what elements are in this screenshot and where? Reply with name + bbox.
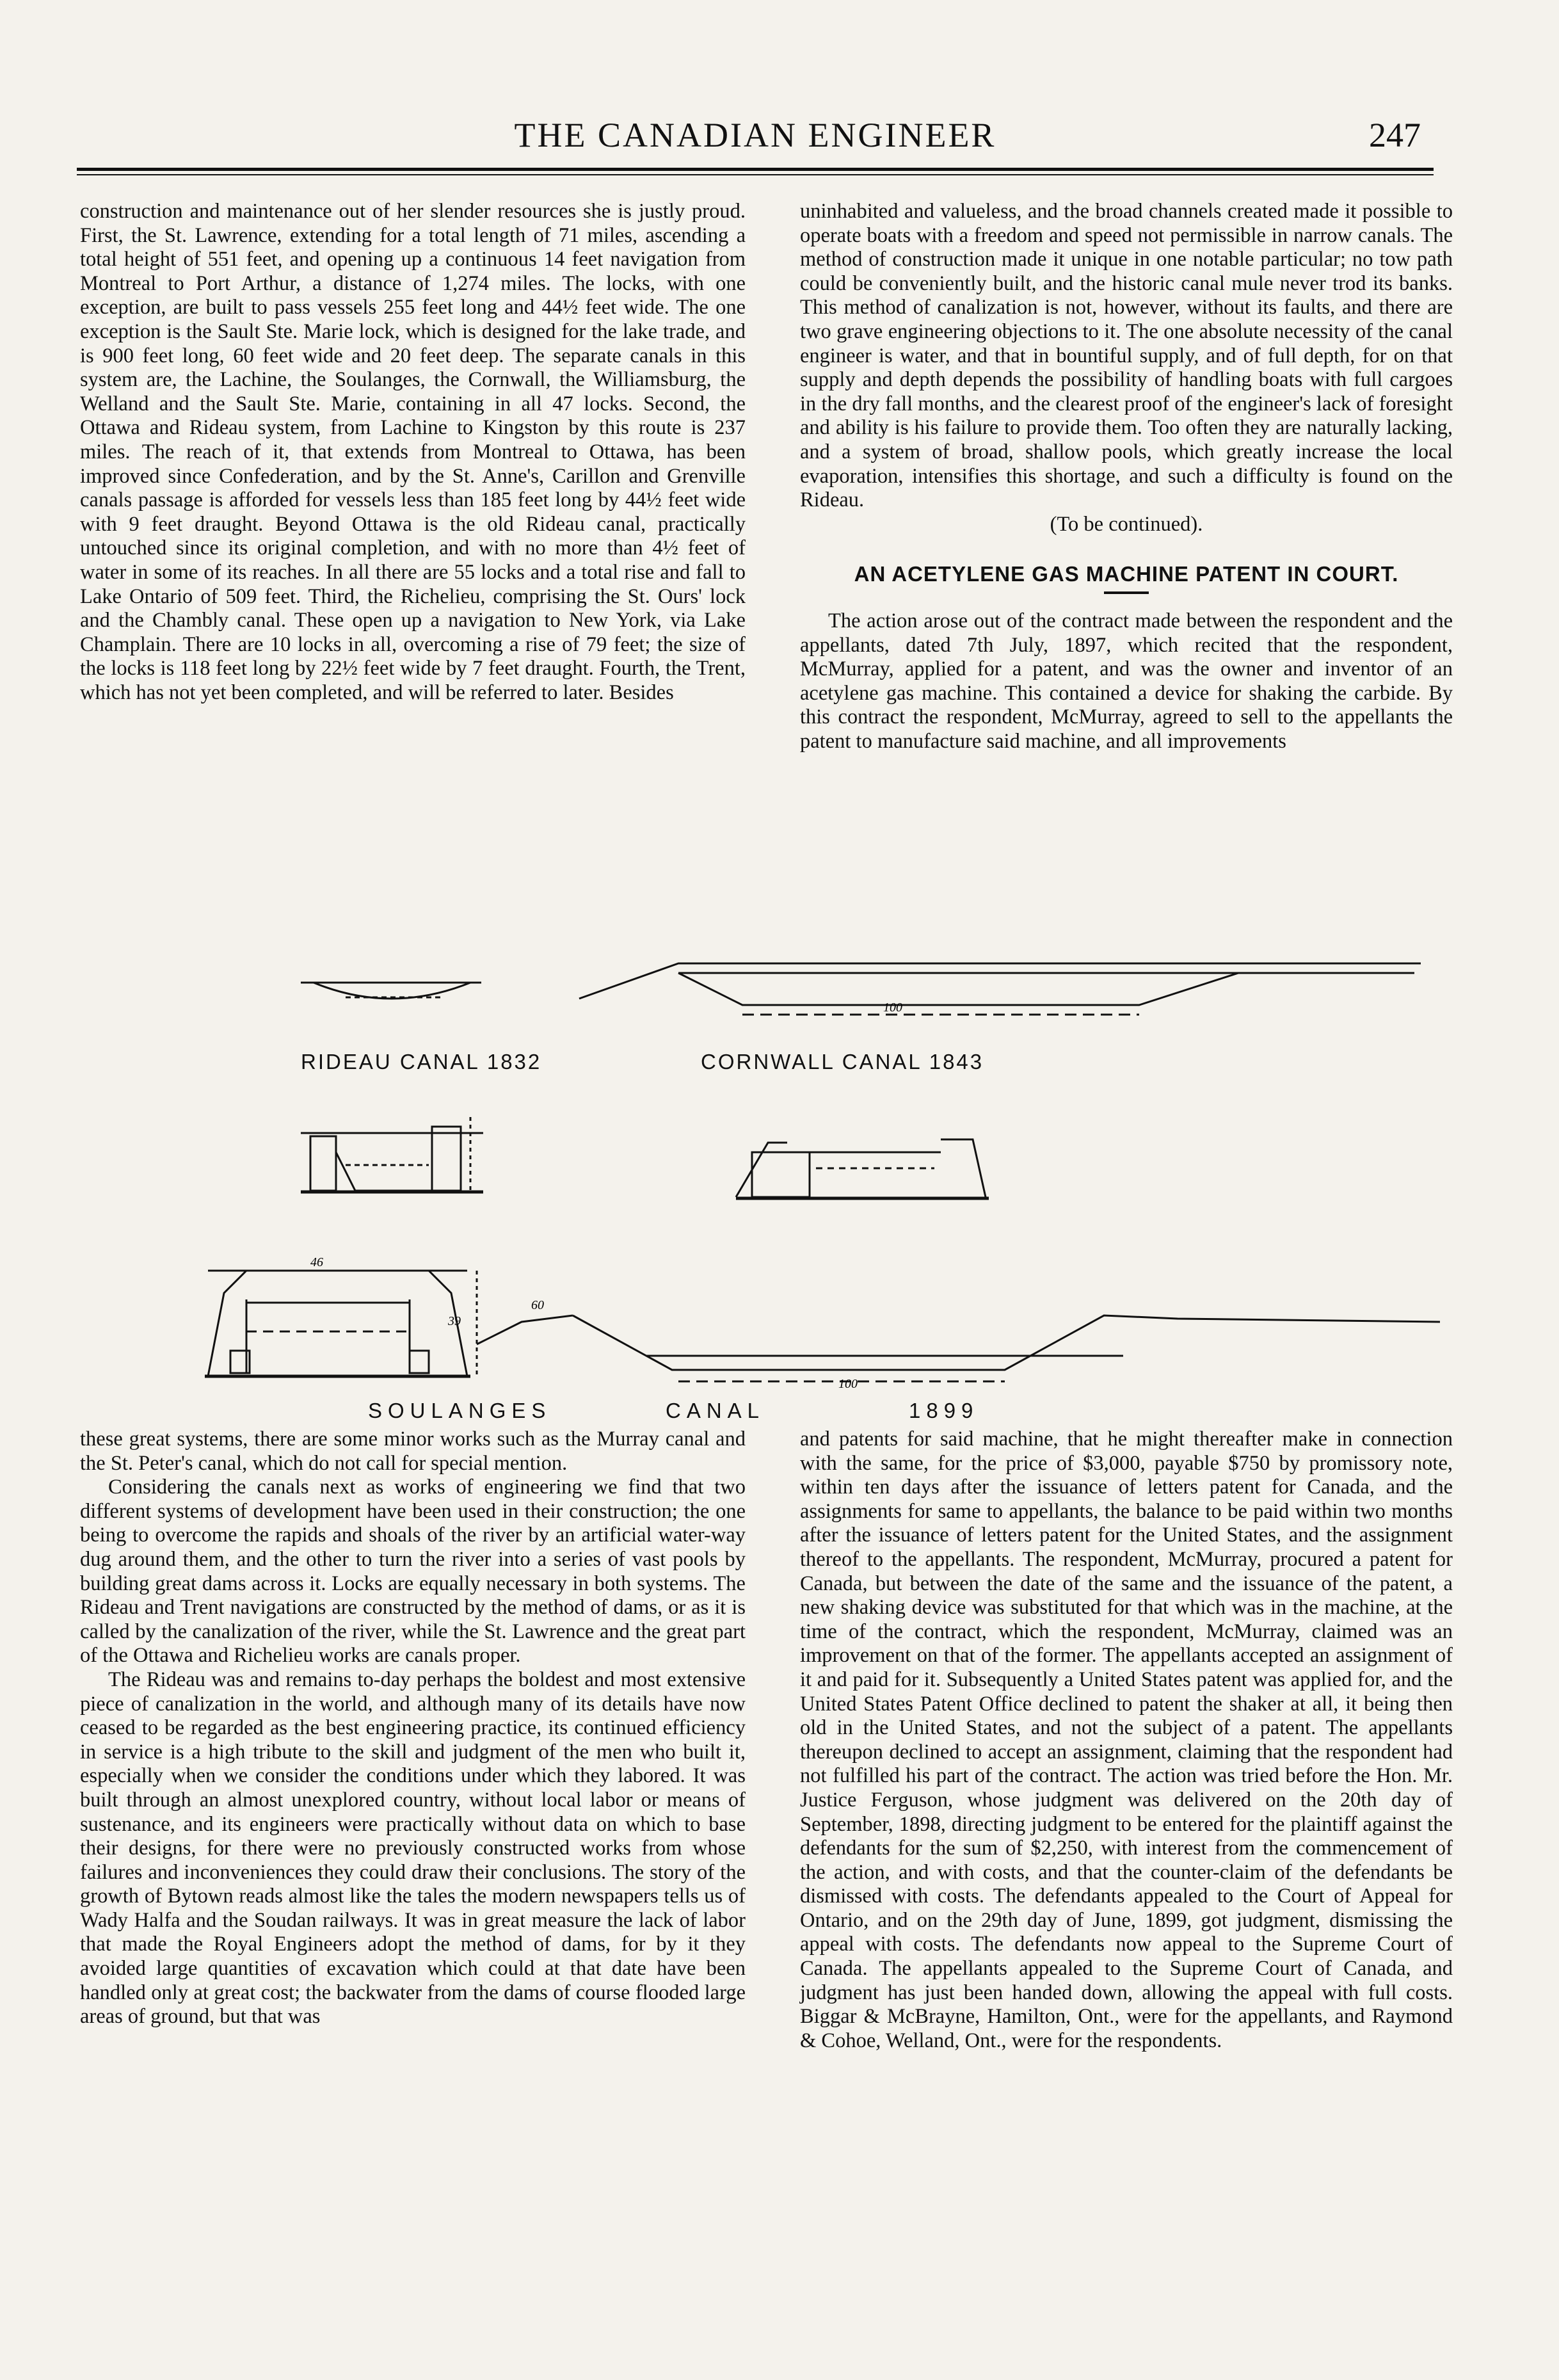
paragraph: uninhabited and valueless, and the broad channels created made it possible to operate boats with a freedom and speed not permissible in narrow canals. The method of construction made it unique in one notable particular; no tow path could be conveniently built, and the historic canal mule never trod its banks. This method of canalization is not, however, without its faults, and there are two grave engineering objections to it. The one absolute necessity of the canal engineer is water, and that in bountiful supply, and of full depth, for on that supply and depth depends the possibility of handling boats with full cargoes in the dry fall months, and the clearest proof of the engineer's lack of foresight and ability is his failure to provide them. Too often they are naturally lacking, and a system of broad, shallow pools, which greatly increase the local evaporation, intensifies this shortage, and such a difficulty is found on the Rideau. xyxy=(800,200,1453,512)
paragraph: and patents for said machine, that he might thereafter make in connection with the same, for the price of $3,000, payable $750 by promissory note, within ten days after the issuance of letters patent for Canada, and the assignments for same to appellants, the balance to be paid within two months after the issuance of letters patent for the United States, and the assignment thereof to the appellants. The respondent, McMurray, procured a patent for Canada, but between the date of the same and the issuance of the patent, a new shaking device was substituted for that which was in the machine, at the time of the contract, which the respondent, McMurray, claimed was an improvement on that of the former. The appellants accepted an assignment of it and paid for it. Subsequently a United States patent was applied for, and the United States Patent Office declined to patent the shaker at all, it being then old in the United States, and not the subject of a patent. The appellants thereupon declined to accept an assignment, claiming that the respondent had not fulfilled his part of the contract. The action was tried before the Hon. Mr. Justice Ferguson, whose judgment was delivered on the 20th day of September, 1898, directing judgment to be entered for the plaintiff against the defendants for the sum of $2,250, with interest from the commencement of the action, and with costs, and that the counter-claim of the defendants be dismissed with costs. The defendants appealed to the Court of Appeal for Ontario, and on the 29th day of June, 1899, got judgment, dismissing the appeal with costs. The defendants now appeal to the Supreme Court of Canada. The appellants appealed to the Supreme Court of Canada, and judgment has just been handed down, allowing the appeal with full costs. Biggar & McBrayne, Hamilton, Ont., were for the appellants, and Raymond & Cohoe, Welland, Ont., were for the respondents. xyxy=(800,1427,1453,2052)
paragraph: Considering the canals next as works of engineering we find that two different systems of development have been used in their construction; the one being to overcome the rapids and shoals of the river by an artificial water-way dug around them, and the other to turn the river into a series of vast pools by building great dams across it. Locks are equally necessary in both systems. The Rideau and Trent navigations are constructed by the method of dams, or as it is called by the canalization of the river, while the St. Lawrence and the great part of the Ottawa and Richelieu works are canals proper. xyxy=(80,1475,746,1668)
paragraph: these great systems, there are some minor works such as the Murray canal and the St. Peter's canal, which do not call for special mention. xyxy=(80,1427,746,1475)
soulanges-caption-year: 1899 xyxy=(909,1399,979,1422)
dimension-46: 46 xyxy=(310,1255,323,1269)
soulanges-caption-word: SOULANGES xyxy=(368,1399,552,1422)
cornwall-canal-caption: CORNWALL CANAL 1843 xyxy=(701,1050,984,1073)
rideau-lock-drawing xyxy=(301,1117,483,1192)
rideau-section-drawing xyxy=(301,983,481,999)
page-number: 247 xyxy=(1369,116,1421,154)
continued-note: (To be continued). xyxy=(1050,512,1203,536)
paragraph: The action arose out of the contract made between the respondent and the appellants, dated 7th July, 1897, which recited that the respondent, McMurray, applied for a patent, and was the owner and inventor of an acetylene gas machine. This contained a device for shaking the carbide. By this contract the respondent, McMurray, agreed to sell to the appellants the patent to manufacture said machine, and all improvements xyxy=(800,609,1453,753)
article-heading: AN ACETYLENE GAS MACHINE PATENT IN COURT. xyxy=(854,562,1399,586)
dimension-60: 60 xyxy=(531,1298,544,1312)
cornwall-section-drawing xyxy=(579,963,1421,1015)
dimension-100-soulanges: 100 xyxy=(838,1377,858,1391)
dimension-39: 39 xyxy=(448,1314,461,1328)
soulanges-canal-drawing xyxy=(477,1315,1440,1381)
paragraph: The Rideau was and remains to-day perhaps the boldest and most extensive piece of canalization in the world, and although many of its details have now ceased to be regarded as the best engineering practice, its continued efficiency in service is a high tribute to the skill and judgment of the men who built it, especially when we consider the conditions under which they labored. It was built through an almost unexplored country, without local labor or means of sustenance, and its engineers were practically without data on which to base their designs, for there were no previously constructed works from whose failures and inconveniences they could draw their conclusions. The story of the growth of Bytown reads almost like the tales the modern newspapers tells us of Wady Halfa and the Soudan railways. It was in great measure the lack of labor that made the Royal Engineers adopt the method of dams, for by it they avoided large quantities of excavation which could at that date have been handled only at great cost; the backwater from the dams of course flooded large areas of ground, but that was xyxy=(80,1668,746,2029)
dimension-100-cornwall: 100 xyxy=(883,1001,902,1015)
cornwall-lock-drawing xyxy=(736,1139,989,1198)
column-bottom-right xyxy=(800,1427,1453,2053)
soulanges-lock-drawing xyxy=(205,1271,477,1376)
rideau-canal-caption: RIDEAU CANAL 1832 xyxy=(301,1050,542,1073)
paragraph: construction and maintenance out of her slender resources she is justly proud. First, the St. Lawrence, extending for a total length of 71 miles, ascending a total height of 551 feet, and opening up a continuous 14 feet navigation from Montreal to Port Arthur, a distance of 1,274 miles. The locks, with one exception, are built to pass vessels 255 feet long and 44½ feet wide. The one exception is the Sault Ste. Marie lock, which is designed for the lake trade, and is 900 feet long, 60 feet wide and 20 feet deep. The separate canals in this system are, the Lachine, the Soulanges, the Cornwall, the Williamsburg, the Welland and the Sault Ste. Marie, containing in all 47 locks. Second, the Ottawa and Rideau system, from Lachine to Kingston by this route is 237 miles. The reach of it, that extends from Montreal to Ottawa, has been improved since Confederation, and by the St. Anne's, Carillon and Grenville canals passage is afforded for vessels less than 185 feet long by 44½ feet wide with 9 feet draught. Beyond Ottawa is the old Rideau canal, practically untouched since its original completion, and with no more than 4½ feet of water in some of its reaches. In all there are 55 locks and a total rise and fall to Lake Ontario of 509 feet. Third, the Richelieu, comprising the St. Ours' lock and the Chambly canal. These open up a navigation to New York, via Lake Champlain. There are 10 locks in all, overcoming a rise of 79 feet; the size of the locks is 118 feet long by 22½ feet wide by 7 feet draught. Fourth, the Trent, which has not yet been completed, and will be referred to later. Besides xyxy=(80,200,746,704)
journal-title: THE CANADIAN ENGINEER xyxy=(514,116,996,154)
soulanges-caption-canal: CANAL xyxy=(666,1399,765,1422)
column-bottom-left xyxy=(80,1427,746,2029)
